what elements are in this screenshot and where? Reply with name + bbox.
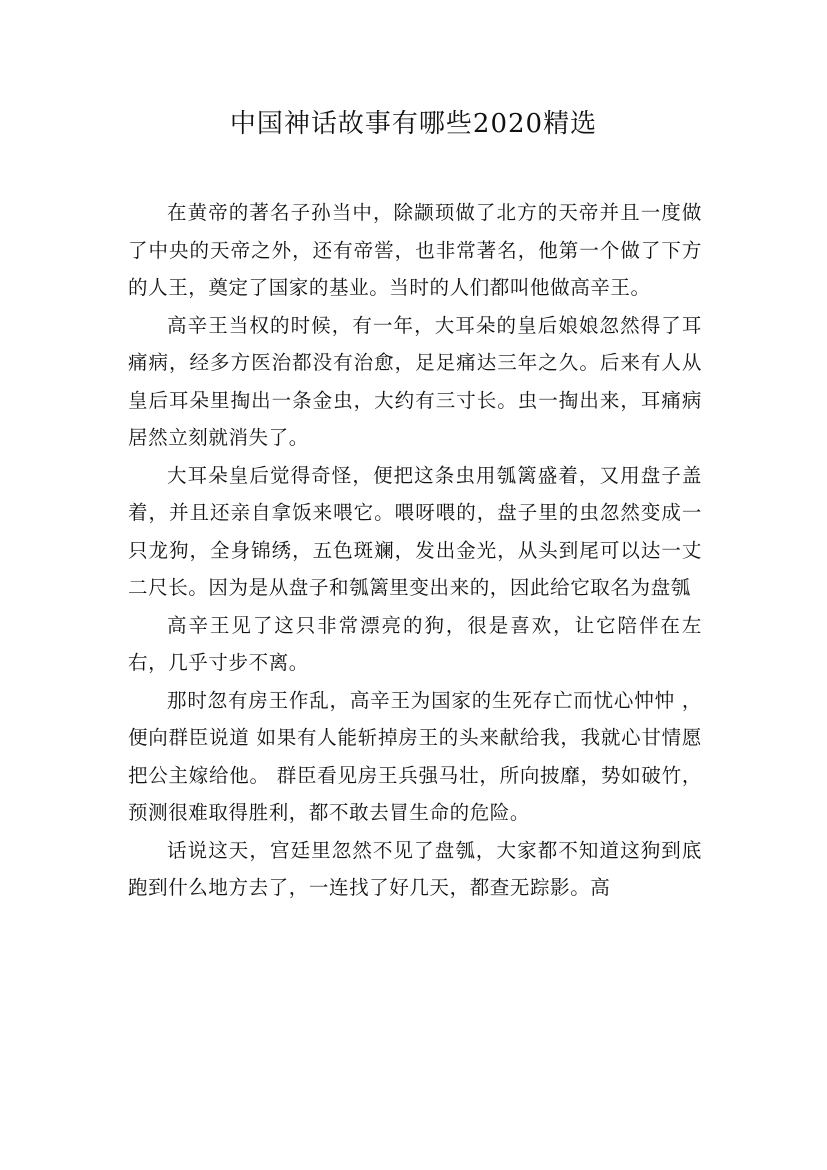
paragraph-2: 高辛王当权的时候，有一年，大耳朵的皇后娘娘忽然得了耳痛病，经多方医治都没有治愈，足足痛达三年之久。后来有人从皇后耳朵里掏出一条金虫，大约有三寸长。虫一掏出来，耳痛病居然立刻就消失了。 (128, 313, 702, 449)
paragraph-3: 大耳朵皇后觉得奇怪，便把这条虫用瓠篱盛着，又用盘子盖着，并且还亲自拿饭来喂它。喂呀喂的，盘子里的虫忽然变成一只龙狗，全身锦绣，五色斑斓，发出金光，从头到尾可以达一丈二尺长。因为是从盘子和瓠篱里变出来的，因此给它取名为盘瓠 (128, 463, 702, 599)
paragraph-1: 在黄帝的著名子孙当中，除颛顼做了北方的天帝并且一度做了中央的天帝之外，还有帝喾，也非常著名，他第一个做了下方的人王，奠定了国家的基业。当时的人们都叫他做高辛王。 (128, 201, 702, 299)
document-title: 中国神话故事有哪些2020精选 (229, 109, 598, 139)
paragraph-5: 那时忽有房王作乱，高辛王为国家的生死存亡而忧心忡忡 ，便向群臣说道 如果有人能斩掉房王的头来献给我，我就心甘情愿把公主嫁给他。 群臣看见房王兵强马壮，所向披靡，势如破竹，预测很难取得胜利，都不敢去冒生命的危险。 (128, 688, 702, 824)
document-body (128, 194, 702, 907)
paragraph-6: 话说这天，宫廷里忽然不见了盘瓠，大家都不知道这狗到底跑到什么地方去了，一连找了好几天，都查无踪影。高 (128, 838, 702, 899)
paragraph-4: 高辛王见了这只非常漂亮的狗，很是喜欢，让它陪伴在左右，几乎寸步不离。 (128, 613, 702, 674)
